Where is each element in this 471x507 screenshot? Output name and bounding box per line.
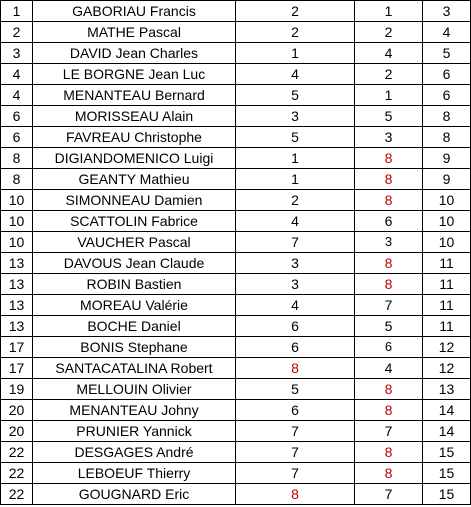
table-row <box>1 295 471 316</box>
table-row <box>1 400 471 421</box>
table-row <box>1 106 471 127</box>
score-1-cell: 8 <box>236 484 355 505</box>
rank-cell: 20 <box>1 421 33 442</box>
score-1-cell: 6 <box>236 400 355 421</box>
total-cell: 15 <box>423 484 471 505</box>
total-cell: 8 <box>423 127 471 148</box>
player-name-cell: GABORIAU Francis <box>33 1 236 22</box>
score-2-cell: 8 <box>355 274 423 295</box>
rank-cell: 17 <box>1 358 33 379</box>
player-name-cell: LEBOEUF Thierry <box>33 463 236 484</box>
score-1-cell: 4 <box>236 211 355 232</box>
player-name-cell: DAVOUS Jean Claude <box>33 253 236 274</box>
total-cell: 12 <box>423 358 471 379</box>
total-cell: 15 <box>423 463 471 484</box>
score-2-cell: 5 <box>355 316 423 337</box>
score-1-cell: 3 <box>236 106 355 127</box>
rank-cell: 17 <box>1 337 33 358</box>
rank-cell: 13 <box>1 253 33 274</box>
table-row <box>1 358 471 379</box>
score-2-cell: 1 <box>355 1 423 22</box>
score-2-cell: 3 <box>355 127 423 148</box>
player-name-cell: GOUGNARD Eric <box>33 484 236 505</box>
rank-cell: 2 <box>1 22 33 43</box>
total-cell: 9 <box>423 148 471 169</box>
player-name-cell: MATHE Pascal <box>33 22 236 43</box>
total-cell: 4 <box>423 22 471 43</box>
player-name-cell: SANTACATALINA Robert <box>33 358 236 379</box>
rank-cell: 1 <box>1 1 33 22</box>
total-cell: 6 <box>423 85 471 106</box>
score-1-cell: 7 <box>236 463 355 484</box>
table-row <box>1 421 471 442</box>
total-cell: 8 <box>423 106 471 127</box>
score-2-cell: 6 <box>355 211 423 232</box>
table-row <box>1 169 471 190</box>
rank-cell: 3 <box>1 43 33 64</box>
table-row <box>1 127 471 148</box>
score-2-cell: 5 <box>355 106 423 127</box>
table-row <box>1 379 471 400</box>
total-cell: 13 <box>423 379 471 400</box>
score-1-cell: 8 <box>236 358 355 379</box>
score-1-cell: 5 <box>236 127 355 148</box>
total-cell: 11 <box>423 316 471 337</box>
rank-cell: 6 <box>1 127 33 148</box>
score-1-cell: 2 <box>236 190 355 211</box>
score-2-cell: 4 <box>355 358 423 379</box>
score-2-cell: 2 <box>355 22 423 43</box>
player-name-cell: BOCHE Daniel <box>33 316 236 337</box>
total-cell: 11 <box>423 295 471 316</box>
total-cell: 15 <box>423 442 471 463</box>
rank-cell: 20 <box>1 400 33 421</box>
rank-cell: 22 <box>1 484 33 505</box>
table-row <box>1 1 471 22</box>
player-name-cell: MORISSEAU Alain <box>33 106 236 127</box>
rank-cell: 22 <box>1 463 33 484</box>
score-1-cell: 7 <box>236 421 355 442</box>
player-name-cell: SCATTOLIN Fabrice <box>33 211 236 232</box>
table-row <box>1 43 471 64</box>
score-1-cell: 2 <box>236 1 355 22</box>
player-name-cell: MELLOUIN Olivier <box>33 379 236 400</box>
score-2-cell: 8 <box>355 148 423 169</box>
table-row <box>1 190 471 211</box>
score-2-cell: 8 <box>355 190 423 211</box>
score-2-cell: 8 <box>355 463 423 484</box>
table-row <box>1 337 471 358</box>
table-row <box>1 484 471 505</box>
total-cell: 12 <box>423 337 471 358</box>
table-row <box>1 22 471 43</box>
score-2-cell: 8 <box>355 442 423 463</box>
table-row <box>1 148 471 169</box>
table-row <box>1 463 471 484</box>
total-cell: 10 <box>423 232 471 253</box>
player-name-cell: DAVID Jean Charles <box>33 43 236 64</box>
total-cell: 9 <box>423 169 471 190</box>
score-1-cell: 5 <box>236 379 355 400</box>
score-2-cell: 8 <box>355 379 423 400</box>
table-row <box>1 253 471 274</box>
rank-cell: 22 <box>1 442 33 463</box>
table-row <box>1 232 471 253</box>
total-cell: 14 <box>423 400 471 421</box>
rank-cell: 4 <box>1 64 33 85</box>
score-2-cell: 7 <box>355 421 423 442</box>
rank-cell: 8 <box>1 148 33 169</box>
table-row <box>1 442 471 463</box>
table-row <box>1 64 471 85</box>
rank-cell: 10 <box>1 232 33 253</box>
score-1-cell: 4 <box>236 295 355 316</box>
score-2-cell: 2 <box>355 64 423 85</box>
rank-cell: 13 <box>1 316 33 337</box>
total-cell: 5 <box>423 43 471 64</box>
score-1-cell: 3 <box>236 274 355 295</box>
score-2-cell: 3 <box>355 232 423 253</box>
score-1-cell: 6 <box>236 316 355 337</box>
score-2-cell: 7 <box>355 484 423 505</box>
player-name-cell: SIMONNEAU Damien <box>33 190 236 211</box>
total-cell: 11 <box>423 274 471 295</box>
player-name-cell: DESGAGES André <box>33 442 236 463</box>
score-2-cell: 7 <box>355 295 423 316</box>
rank-cell: 10 <box>1 211 33 232</box>
score-1-cell: 7 <box>236 232 355 253</box>
player-name-cell: ROBIN Bastien <box>33 274 236 295</box>
score-2-cell: 8 <box>355 400 423 421</box>
total-cell: 3 <box>423 1 471 22</box>
score-1-cell: 6 <box>236 337 355 358</box>
rank-cell: 13 <box>1 274 33 295</box>
score-2-cell: 4 <box>355 43 423 64</box>
total-cell: 10 <box>423 211 471 232</box>
rank-cell: 10 <box>1 190 33 211</box>
score-1-cell: 4 <box>236 64 355 85</box>
player-name-cell: MOREAU Valérie <box>33 295 236 316</box>
score-1-cell: 2 <box>236 22 355 43</box>
player-name-cell: BONIS Stephane <box>33 337 236 358</box>
score-1-cell: 1 <box>236 169 355 190</box>
total-cell: 11 <box>423 253 471 274</box>
player-name-cell: MENANTEAU Bernard <box>33 85 236 106</box>
score-2-cell: 8 <box>355 169 423 190</box>
standings-body <box>1 1 471 505</box>
score-1-cell: 5 <box>236 85 355 106</box>
score-2-cell: 8 <box>355 253 423 274</box>
score-1-cell: 1 <box>236 148 355 169</box>
table-row <box>1 274 471 295</box>
player-name-cell: MENANTEAU Johny <box>33 400 236 421</box>
score-2-cell: 1 <box>355 85 423 106</box>
player-name-cell: FAVREAU Christophe <box>33 127 236 148</box>
score-1-cell: 7 <box>236 442 355 463</box>
rank-cell: 19 <box>1 379 33 400</box>
player-name-cell: DIGIANDOMENICO Luigi <box>33 148 236 169</box>
total-cell: 14 <box>423 421 471 442</box>
rank-cell: 4 <box>1 85 33 106</box>
player-name-cell: PRUNIER Yannick <box>33 421 236 442</box>
player-name-cell: GEANTY Mathieu <box>33 169 236 190</box>
score-1-cell: 3 <box>236 253 355 274</box>
rank-cell: 6 <box>1 106 33 127</box>
player-name-cell: VAUCHER Pascal <box>33 232 236 253</box>
table-row <box>1 316 471 337</box>
table-row <box>1 85 471 106</box>
table-row <box>1 211 471 232</box>
score-1-cell: 1 <box>236 43 355 64</box>
total-cell: 10 <box>423 190 471 211</box>
player-name-cell: LE BORGNE Jean Luc <box>33 64 236 85</box>
rank-cell: 13 <box>1 295 33 316</box>
total-cell: 6 <box>423 64 471 85</box>
score-2-cell: 6 <box>355 337 423 358</box>
rank-cell: 8 <box>1 169 33 190</box>
